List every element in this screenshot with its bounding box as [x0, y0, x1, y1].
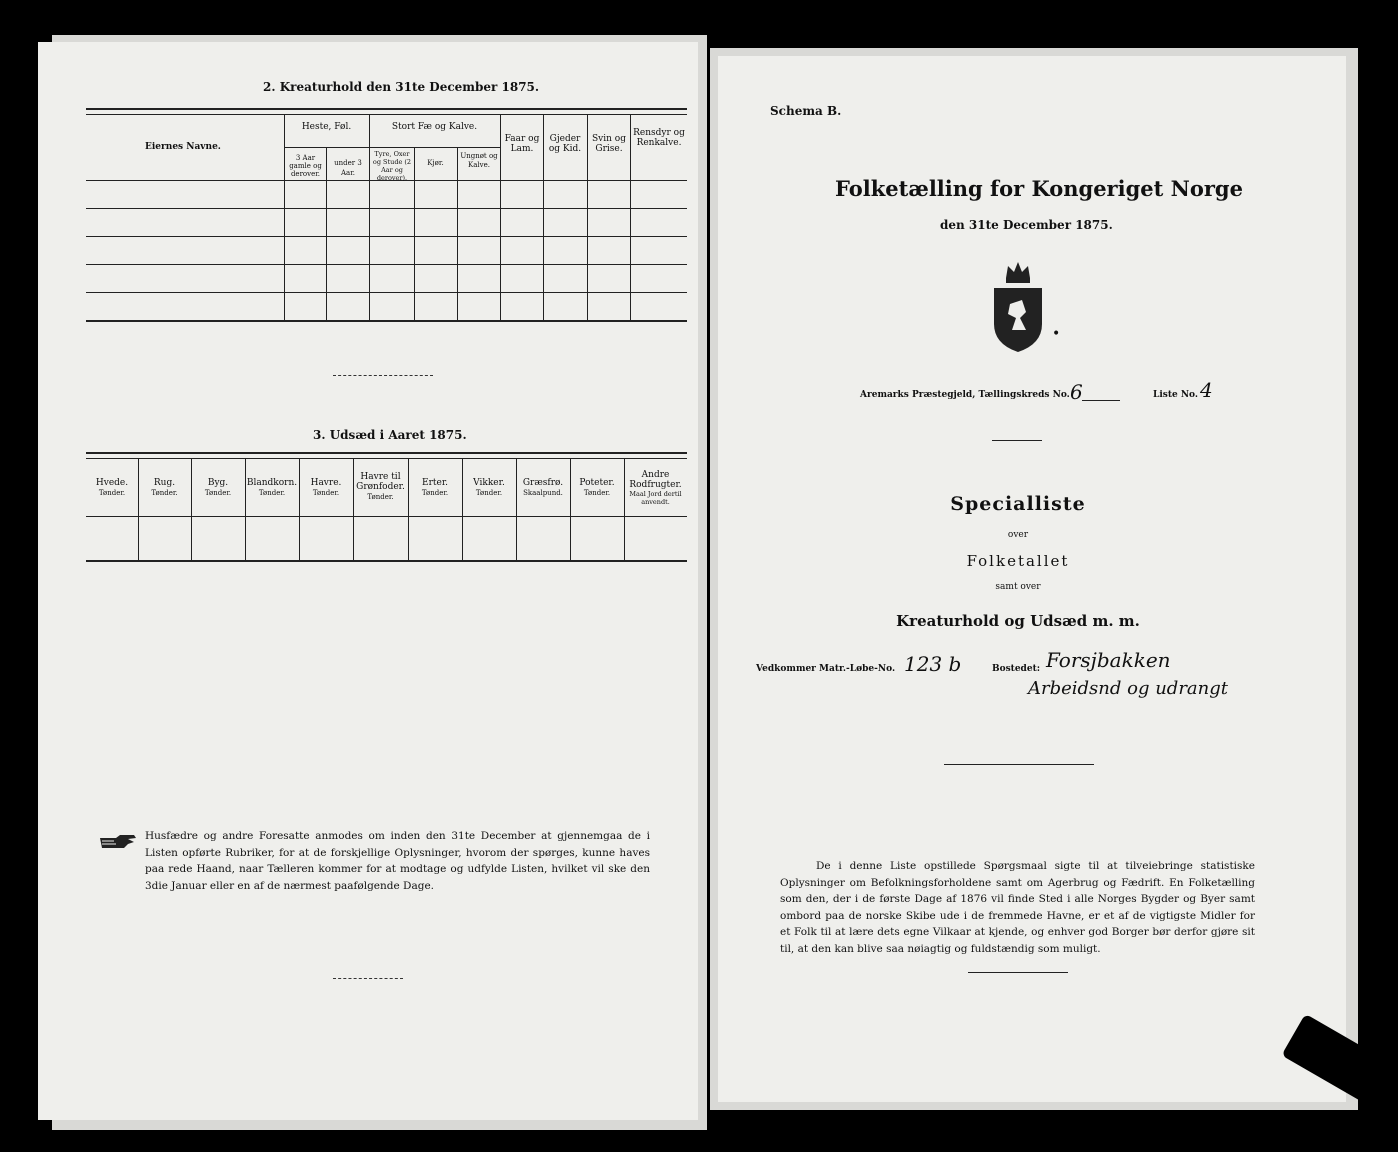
col-rug: Rug. Tønder.	[151, 478, 178, 497]
table-divider	[284, 114, 285, 320]
kreds-underline	[1082, 400, 1120, 401]
col-heste-under3: under 3 Aar.	[334, 159, 362, 177]
table-divider	[369, 114, 370, 320]
table-divider	[408, 458, 409, 560]
right-page	[718, 56, 1346, 1102]
table-divider	[630, 114, 631, 320]
col-heste: Heste, Føl.	[301, 122, 352, 132]
col-graesfro: Græsfrø. Skaalpund.	[522, 478, 564, 497]
col-andre-rodfrugter: Andre Rodfrugter. Maal Jord dertil anvendt.	[629, 470, 682, 506]
col-heste-3aar: 3 Aar gamle og derover.	[289, 154, 322, 178]
table-divider	[299, 458, 300, 560]
table-rule	[284, 147, 500, 148]
rule-1	[992, 440, 1042, 441]
col-erter: Erter. Tønder.	[421, 478, 449, 497]
table-divider	[570, 458, 571, 560]
table-divider	[191, 458, 192, 560]
table-divider	[587, 114, 588, 320]
census-date: den 31te December 1875.	[940, 218, 1113, 232]
liste-label: Liste No.	[1153, 390, 1199, 400]
table-rule	[86, 114, 687, 115]
main-title: Folketælling for Kongeriget Norge	[835, 176, 1243, 201]
district-prefix: Aremarks Præstegjeld, Tællingskreds No.	[860, 390, 1070, 400]
liste-number: 4	[1200, 378, 1213, 402]
table-rule	[86, 452, 687, 454]
bosted-label: Bostedet:	[992, 664, 1041, 674]
specialliste-title: Specialliste	[950, 493, 1086, 515]
separator-dots-bottom	[333, 978, 403, 979]
arms-dot: •	[1052, 326, 1061, 342]
table-rule	[86, 516, 687, 517]
col-hvede: Hvede. Tønder.	[95, 478, 129, 497]
col-byg: Byg. Tønder.	[204, 478, 232, 497]
table-rule	[86, 208, 687, 209]
samt-over: samt over	[995, 582, 1041, 592]
table-rule	[86, 108, 687, 110]
table-divider	[500, 114, 501, 320]
table-rule	[86, 458, 687, 459]
rule-3	[968, 972, 1068, 973]
col-tyre-oxer: Tyre, Oxer og Stude (2 Aar og derover).	[372, 150, 412, 182]
section2-title: 2. Kreaturhold den 31te December 1875.	[263, 80, 540, 94]
col-ungnot: Ungnøt og Kalve.	[460, 152, 498, 169]
col-poteter: Poteter. Tønder.	[579, 478, 615, 497]
table-rule	[86, 292, 687, 293]
col-stort-fae: Stort Fæ og Kalve.	[391, 122, 478, 132]
bosted-value-line2: Arbeidsnd og udrangt	[1028, 678, 1229, 699]
kreaturhold-title: Kreaturhold og Udsæd m. m.	[896, 612, 1140, 630]
col-havre: Havre. Tønder.	[310, 478, 342, 497]
rule-2	[944, 764, 1094, 765]
left-page	[38, 42, 698, 1120]
col-svin: Svin og Grise.	[592, 134, 626, 154]
table-rule	[86, 560, 687, 562]
left-notice: Husfædre og andre Foresatte anmodes om inden den 31te December at gjennemgaa de i Listen opførte Rubriker, for at de forskjellige Oplysninger, hvorom der spørges, kunne haves paa rede Haand, naar Tælleren kommer for at modtage og udfylde Listen, hvilket vil ske den 3die Januar eller en af de nærmest paafølgende Dage.	[145, 830, 650, 892]
col-havre-gronfoder: Havre til Grønfoder. Tønder.	[356, 472, 405, 501]
matr-number: 123 b	[904, 652, 962, 676]
col-kjor: Kjør.	[427, 159, 444, 167]
over-1: over	[1007, 530, 1029, 540]
separator-dots	[333, 375, 433, 376]
section3-title: 3. Udsæd i Aaret 1875.	[313, 428, 467, 442]
col-rensdyr: Rensdyr og Renkalve.	[633, 128, 685, 148]
table-divider	[457, 147, 458, 320]
col-faar: Faar og Lam.	[504, 134, 540, 154]
kreds-number: 6	[1070, 380, 1083, 404]
matr-label: Vedkommer Matr.-Løbe-No.	[756, 664, 896, 674]
table-rule	[86, 320, 687, 322]
table-divider	[462, 458, 463, 560]
table-divider	[245, 458, 246, 560]
norway-coat-of-arms-icon	[988, 256, 1048, 356]
schema-label: Schema B.	[770, 104, 842, 118]
table-rule	[86, 264, 687, 265]
col-gjeder: Gjeder og Kid.	[548, 134, 582, 154]
table-rule	[86, 236, 687, 237]
col-owner-names: Eiernes Navne.	[145, 142, 221, 152]
col-vikker: Vikker. Tønder.	[473, 478, 505, 497]
col-blandkorn: Blandkorn. Tønder.	[246, 478, 298, 497]
right-notice: De i denne Liste opstillede Spørgsmaal sigte til at tilveiebringe statistiske Oplysninger om Befolkningsforholdene samt om Agerbrug og Fædrift. En Folketælling som den, der i de første Dage af 1876 vil finde Sted i alle Norges Bygder og Byer samt ombord paa de norske Skibe ude i de fremmede Havne, er et af de vigtigste Midler for et Folk til at lære dets egne Vilkaar at kjende, og enhver god Borger bør derfor gjøre sit til, at den kan blive saa nøiagtig og fuldstændig som muligt.	[780, 860, 1255, 955]
pointing-hand-icon	[98, 832, 138, 852]
table-divider	[543, 114, 544, 320]
table-divider	[138, 458, 139, 560]
folketallet-title: Folketallet	[966, 552, 1070, 570]
table-divider	[414, 147, 415, 320]
bosted-value: Forsjbakken	[1046, 648, 1171, 672]
table-divider	[516, 458, 517, 560]
